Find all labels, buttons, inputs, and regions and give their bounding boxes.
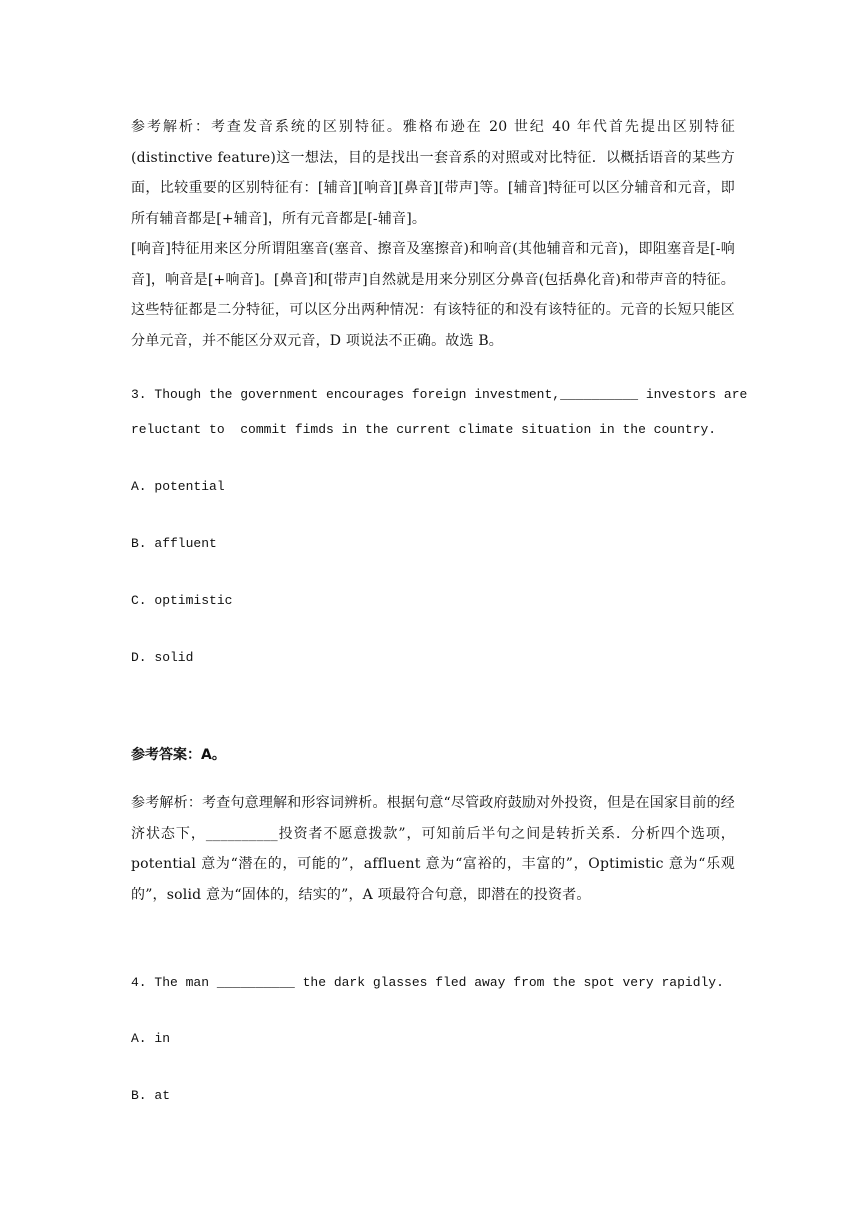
q3-option-d: D. solid [131,650,194,665]
q3-option-c: C. optimistic [131,593,233,608]
analysis-prev-paragraph-2: [响音]特征用来区分所谓阻塞音(塞音、擦音及塞擦音)和响音(其他辅音和元音)，即阻塞音是[-响音]，响音是[+响音]。[鼻音]和[带声]自然就是用来分别区分鼻音(包括鼻化音)和带声音的特征。这些特征都是二分特征，可以区分出两种情况：有该特征的和没有该特征的。元音的长短只能区分单元音，并不能区分双元音，D 项说法不正确。故选 B。 [131,241,735,349]
q3-option-a: A. potential [131,479,225,494]
q3-option-b: B. affluent [131,536,217,551]
q3-analysis: 参考解析：考查句意理解和形容词辨析。根据句意“尽管政府鼓励对外投资，但是在国家目前的经济状态下，__________投资者不愿意拨款”，可知前后半句之间是转折关系．分析四个选项，potential 意为“潜在的，可能的”，affluent 意为“富裕的，丰富的”，Optimistic 意为“乐观的”，solid 意为“固体的，结实的”，A 项最符合句意，即潜在的投资者。 [131,795,735,903]
q4-option-b: B. at [131,1088,171,1103]
q3-answer: 参考答案：A。 [131,747,226,763]
analysis-prev-paragraph-1: 参考解析：考查发音系统的区别特征。雅格布逊在 20 世纪 40 年代首先提出区别特征(distinctive feature)这一想法，目的是找出一套音系的对照或对比特征．以概括语音的某些方面，比较重要的区别特征有：[辅音][响音][鼻音][带声]等。[辅音]特征可以区分辅音和元音，即所有辅音都是[+辅音]，所有元音都是[-辅音]。 [131,119,735,227]
q4-option-a: A. in [131,1031,171,1046]
q4-line-1: 4. The man __________ the dark glasses fled away from the spot very rapidly. [131,975,724,990]
q3-line-2: reluctant to commit fimds in the current climate situation in the country. [131,422,717,437]
q3-line-1: 3. Though the government encourages foreign investment,__________ investors are [131,387,748,402]
